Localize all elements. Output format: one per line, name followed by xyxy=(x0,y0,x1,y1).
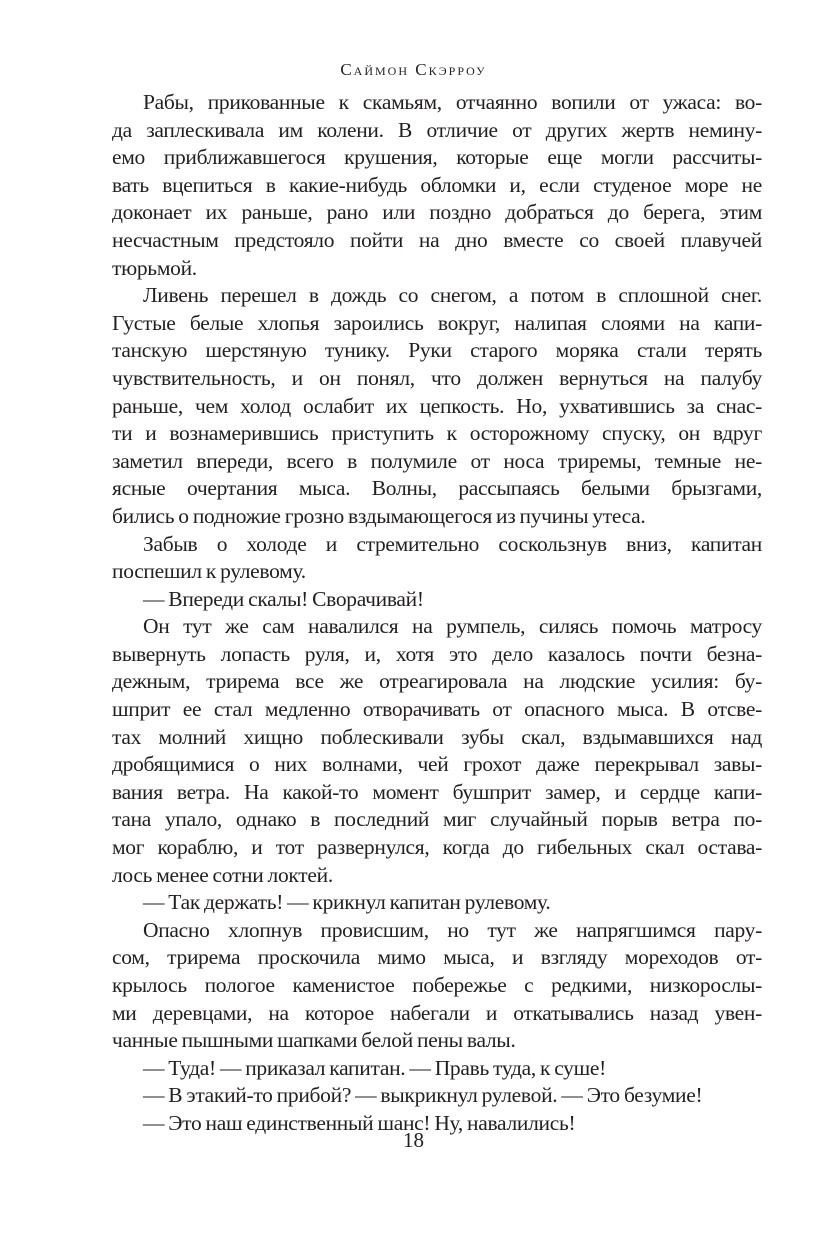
paragraph xyxy=(112,1055,762,1083)
text-line: лось менее сотни локтей. xyxy=(112,862,333,887)
text-line: дежным, трирема все же отреагировала на людские усилия: бу- xyxy=(112,669,762,694)
text-line: чувствительность, и он понял, что должен вернуться на палубу xyxy=(112,365,762,390)
text-line: ясные очертания мыса. Волны, рассыпаясь белыми брызгами, xyxy=(112,476,762,501)
text-line: Опасно хлопнув провисшим, но тут же напрягшимся пару- xyxy=(143,917,762,942)
text-line: тана упало, однако в последний миг случайный порыв ветра по- xyxy=(112,807,762,832)
text-line: заметил впереди, всего в полумиле от носа триремы, темные не- xyxy=(112,448,762,473)
paragraph xyxy=(112,917,762,1055)
text-line: — Впереди скалы! Сворачивай! xyxy=(143,586,424,611)
text-line: вывернуть лопасть руля, и, хотя это дело казалось почти безна- xyxy=(112,641,762,666)
text-line: Ливень перешел в дождь со снегом, а потом в сплошной снег. xyxy=(143,283,762,308)
text-line: поспешил к рулевому. xyxy=(112,559,306,584)
text-line: Рабы, прикованные к скамьям, отчаянно вопили от ужаса: во- xyxy=(143,90,762,114)
paragraph xyxy=(112,586,762,614)
text-line: сом, трирема проскочила мимо мыса, и взгляду мореходов от- xyxy=(112,945,762,970)
text-line: — Это наш единственный шанс! Ну, навалились! xyxy=(143,1110,576,1135)
text-line: да заплескивала им колени. В отличие от других жертв неминy- xyxy=(112,117,762,142)
text-line: ми деревцами, на которое набегали и откатывались назад увен- xyxy=(112,1000,762,1025)
text-line: бились о подножие грозно вздымающегося из пучины утеса. xyxy=(112,503,646,528)
text-line: емо приближавшегося крушения, которые еще могли рассчиты- xyxy=(112,145,762,170)
text-line: Густые белые хлопья зароились вокруг, налипая слоями на капи- xyxy=(112,310,762,335)
text-line: тюрьмой. xyxy=(112,255,197,280)
text-line: шприт ее стал медленно отворачивать от опасного мыса. В отсве- xyxy=(112,697,762,722)
paragraph xyxy=(112,89,762,282)
text-line: — Туда! — приказал капитан. — Правь туда, к суше! xyxy=(143,1055,606,1080)
paragraph xyxy=(112,531,762,586)
text-line: ти и вознамерившись приступить к осторожному спуску, он вдруг xyxy=(112,421,762,446)
text-line: раньше, чем холод ослабит их цепкость. Но, ухватившись за снас- xyxy=(112,393,762,418)
paragraph xyxy=(112,613,762,889)
text-line: — В этакий-то прибой? — выкрикнул рулевой. — Это безумие! xyxy=(143,1083,703,1108)
text-line: дробящимися о них волнами, чей грохот даже перекрывал завы- xyxy=(112,752,762,777)
text-line: танскую шерстяную тунику. Руки старого моряка стали терять xyxy=(112,338,762,363)
page-number: 18 xyxy=(403,1128,424,1152)
running-head-author: Саймон Скэрроу xyxy=(340,60,487,79)
text-line: несчастным предстояло пойти на дно вместе со своей плавучей xyxy=(112,227,762,252)
text-line: тах молний хищно поблескивали зубы скал, вздымавшихся над xyxy=(112,724,762,749)
text-line: доконает их раньше, рано или поздно добраться до берега, этим xyxy=(112,200,762,225)
text-line: — Так держать! — крикнул капитан рулевому. xyxy=(143,890,551,915)
paragraph xyxy=(112,889,762,917)
text-line: Он тут же сам навалился на румпель, силясь помочь матросу xyxy=(143,614,762,639)
text-line: мог кораблю, и тот развернулся, когда до гибельных скал остава- xyxy=(112,835,762,860)
text-line: вать вцепиться в какие-нибудь обломки и, если студеное море не xyxy=(112,172,762,197)
body-text xyxy=(112,89,762,1138)
text-line: чанные пышными шапками белой пены валы. xyxy=(112,1028,516,1053)
paragraph xyxy=(112,282,762,530)
text-line: Забыв о холоде и стремительно соскользнув вниз, капитан xyxy=(143,531,762,556)
text-line: крылось пологое каменистое побережье с редкими, низкорослы- xyxy=(112,973,762,997)
text-line: вания ветра. На какой-то момент бушприт замер, и сердце капи- xyxy=(112,779,762,804)
paragraph xyxy=(112,1082,762,1110)
